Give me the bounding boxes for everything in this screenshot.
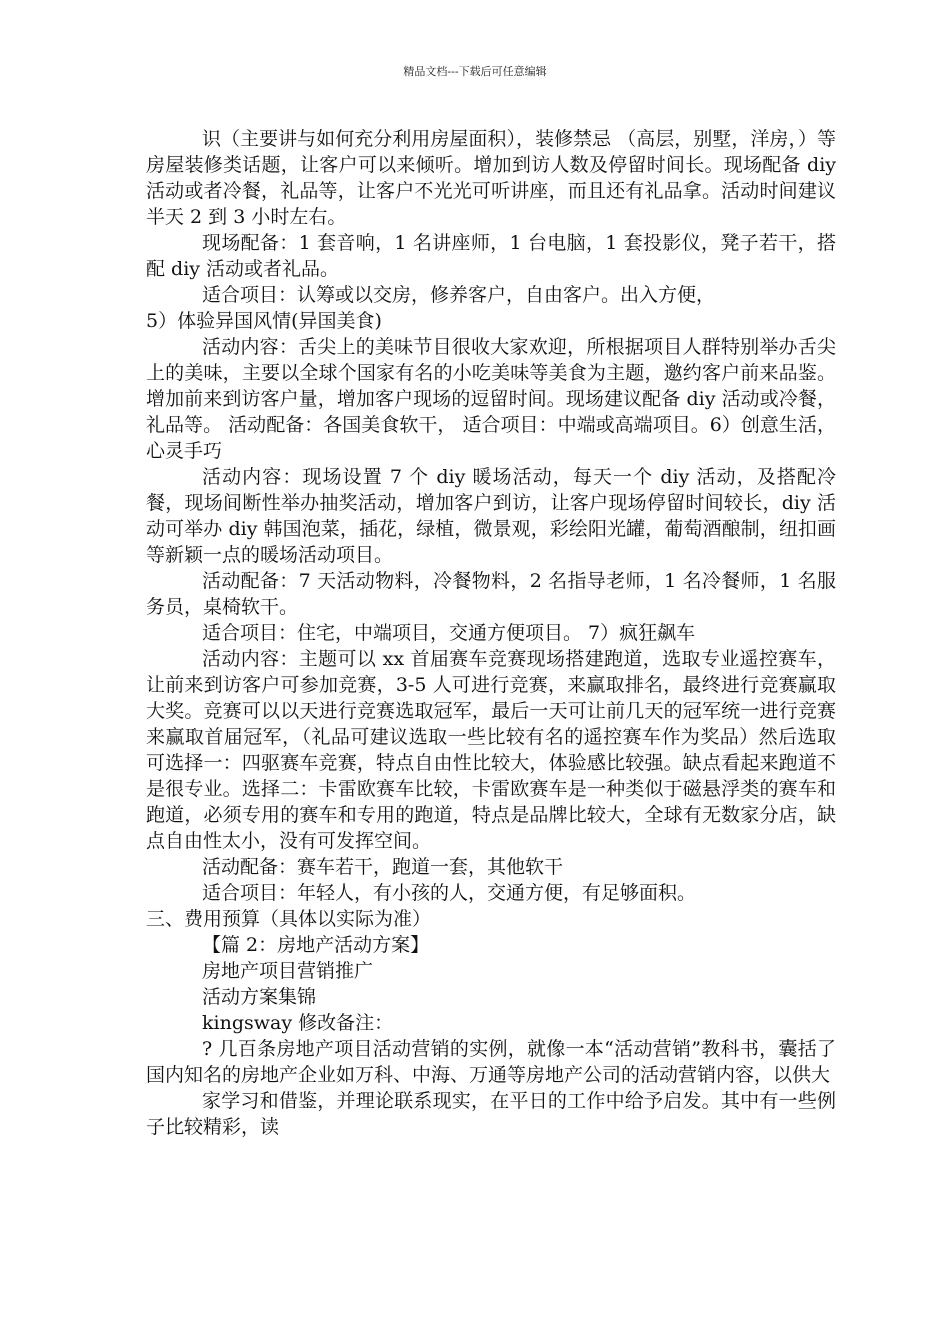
paragraph: 适合项目：认筹或以交房，修养客户，自由客户。出入方便， <box>202 284 716 306</box>
note-line: kingsway 修改备注： <box>202 1012 394 1034</box>
paragraph: 活动配备：7 天活动物料，冷餐物料，2 名指导老师，1 名冷餐师，1 名服务员，桌椅软干。 <box>146 570 836 618</box>
section-heading: 5）体验异国风情(异国美食) <box>146 310 382 332</box>
paragraph: 活动内容：现场设置 7 个 diy 暖场活动，每天一个 diy 活动，及搭配冷餐，现场间断性举办抽奖活动，增加客户到访，让客户现场停留时间较长，diy 活动可举办 diy 韩国泡菜，插花，绿植，微景观，彩绘阳光罐，葡萄酒酿制，纽扣画等新颖一点的暖场活动项目。 <box>146 466 836 566</box>
paragraph: 活动内容：舌尖上的美味节目很收大家欢迎，所根据项目人群特别举办舌尖上的美味，主要以全球个国家有名的小吃美味等美食为主题，邀约客户前来品鉴。增加前来到访客户量，增加客户现场的逗留时间。现场建议配备 diy 活动或冷餐，礼品等。 活动配备：各国美食软干， 适合项目：中端或高端项目。6）创意生活，心灵手巧 <box>146 336 836 462</box>
paragraph: 识（主要讲与如何充分利用房屋面积），装修禁忌 （高层，别墅，洋房，）等房屋装修类话题，让客户可以来倾听。增加到访人数及停留时间长。现场配备 diy 活动或者冷餐，礼品等，让客户不光光可听讲座，而且还有礼品拿。活动时间建议半天 2 到 3 小时左右。 <box>146 128 836 228</box>
paragraph: 活动内容：主题可以 xx 首届赛车竞赛现场搭建跑道，选取专业遥控赛车，让前来到访客户可参加竞赛，3-5 人可进行竞赛，来赢取排名，最终进行竞赛赢取大奖。竞赛可以以天进行竞赛选取冠军，最后一天可让前几天的冠军统一进行竞赛来赢取首届冠军，（礼品可建议选取一些比较有名的遥控赛车作为奖品）然后选取可选择一：四驱赛车竞赛，特点自由性比较大，体验感比较强。缺点看起来跑道不是很专业。选择二：卡雷欧赛车比较，卡雷欧赛车是一种类似于磁悬浮类的赛车和跑道，必须专用的赛车和专用的跑道，特点是品牌比较大，全球有无数家分店，缺点自由性太小，没有可发挥空间。 <box>146 648 836 852</box>
page-header: 精品文档---下载后可任意编辑 <box>403 65 547 78</box>
paragraph: 现场配备：1 套音响，1 名讲座师，1 台电脑，1 套投影仪，凳子若干，搭配 diy 活动或者礼品。 <box>146 232 836 280</box>
paragraph: ? 几百条房地产项目活动营销的实例，就像一本“活动营销”教科书，囊括了国内知名的房地产企业如万科、中海、万通等房地产公司的活动营销内容，以供大 <box>146 1038 836 1086</box>
paragraph: 适合项目：年轻人，有小孩的人，交通方便，有足够面积。 <box>202 882 697 904</box>
document-body <box>146 126 836 1140</box>
subtitle-line: 房地产项目营销推广 <box>202 960 374 982</box>
paragraph: 活动配备：赛车若干，跑道一套，其他软干 <box>202 856 564 878</box>
paragraph: 适合项目：住宅，中端项目，交通方便项目。 7）疯狂飙车 <box>202 622 696 644</box>
chapter-heading: 【篇 2：房地产活动方案】 <box>202 934 430 956</box>
paragraph: 家学习和借鉴，并理论联系现实，在平日的工作中给予启发。其中有一些例子比较精彩，读 <box>146 1090 836 1138</box>
section-heading: 三、费用预算（具体以实际为准） <box>146 908 432 930</box>
subtitle-line: 活动方案集锦 <box>202 986 317 1008</box>
